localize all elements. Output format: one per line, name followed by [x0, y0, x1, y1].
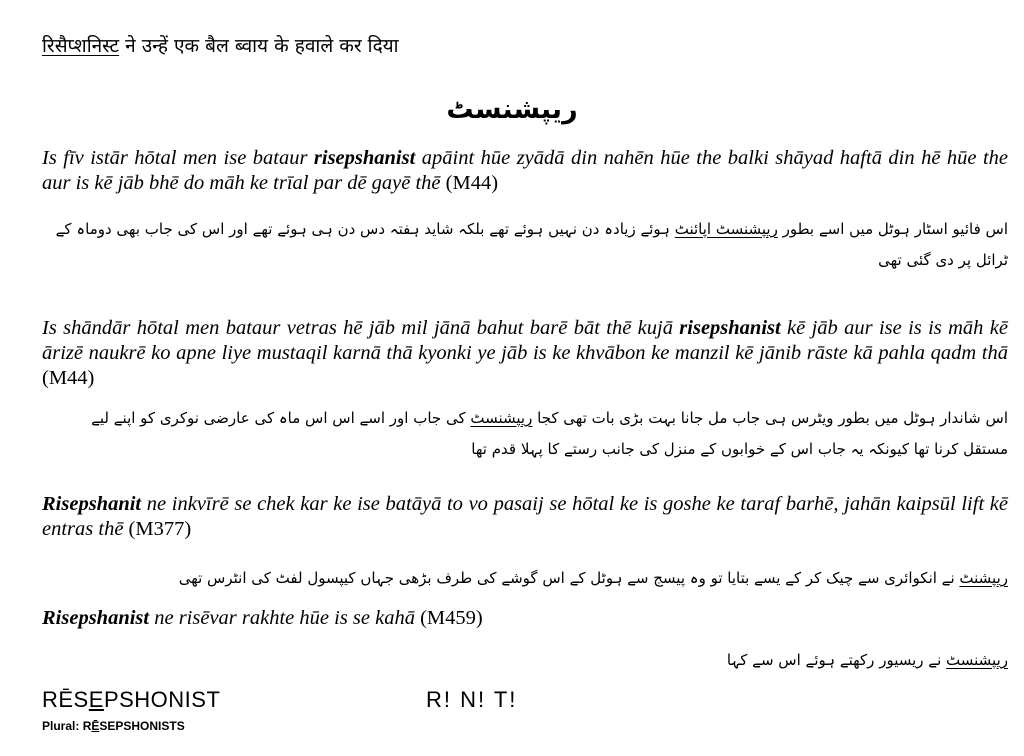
pronunciation-post: PSHONIST — [103, 687, 221, 712]
plural-pre: R — [82, 719, 92, 733]
entry-1-transliteration — [42, 146, 1008, 196]
entry-2-translit-before: Is shāndār hōtal men bataur vetras hē jāb mil jānā bahut barē bāt thē kujā — [42, 317, 680, 339]
entry-1-translit-before: Is fīv istār hōtal men ise bataur — [42, 147, 314, 169]
urdu-headword: ریپشنسٹ — [446, 94, 578, 125]
pronunciation-stressed: E — [88, 687, 104, 712]
entry-2-translit-after: kē jāb aur ise is is māh kē ārizē naukrē ko apne liye mustaqil karnā thā kyonki ye jāb is ke khvābon ke manzil kē jānib rāste kā pahla qadm thā — [42, 317, 1008, 364]
entry-2-urdu-after: کی جاب اور اسے اس اس ماہ کی عارضی نوکری کو اپنے لیے مستقل کرنا تھا کیونکہ یہ جاب اس کے خوابوں کے منزل کی جانب رستے کا پہلا قدم تھا — [91, 409, 1008, 458]
entry-1-urdu — [42, 214, 1008, 276]
hindi-headword: रिसैप्शनिस्ट — [42, 35, 120, 57]
entry-3-urdu-keyword: ریپشنٹ — [959, 569, 1008, 587]
plural-post: SEPSHONISTS — [99, 719, 185, 733]
entry-4-transliteration — [42, 606, 1008, 631]
entry-1-urdu-keyword: ریپشنسٹ اپائنٹ — [674, 220, 778, 238]
entry-2-urdu — [42, 403, 1008, 465]
entry-2-urdu-before: اس شاندار ہوٹل میں بطور ویٹرس ہی جاب مل جانا بہت بڑی بات تھی کجا — [532, 409, 1008, 427]
hindi-sentence — [42, 34, 399, 58]
entry-3-keyword: Risepshanit — [42, 493, 142, 515]
entry-4-urdu-after: نے ریسیور رکھتے ہوئے اس سے کہا — [726, 651, 947, 669]
entry-4-urdu-keyword: ریپشنسٹ — [946, 651, 1008, 669]
entry-2-reference: (M44) — [42, 367, 95, 389]
entry-3-translit-after: ne inkvīrē se chek kar ke ise batāyā to vo pasaij se hōtal ke is goshe ke taraf barhē, jahān kaipsūl lift kē entras thē — [42, 493, 1008, 540]
entry-1-keyword: risepshanist — [313, 147, 416, 169]
entry-2-keyword: risepshanist — [679, 317, 781, 339]
entry-3-urdu — [42, 563, 1008, 594]
stress-code: R! N! T! — [426, 687, 518, 712]
entry-3-transliteration — [42, 492, 1008, 542]
plural-form — [42, 719, 185, 733]
entry-2-urdu-keyword: ریپشنسٹ — [470, 409, 533, 427]
entry-1-urdu-before: اس فائیو اسٹار ہوٹل میں اسے بطور — [777, 220, 1008, 238]
pronunciation-word — [42, 688, 220, 712]
pronunciation-pre: RĒS — [42, 687, 89, 712]
plural-stressed: Ē — [91, 719, 100, 733]
entry-2-transliteration — [42, 316, 1008, 391]
entry-4-translit-after: ne risēvar rakhte hūe is se kahā — [149, 607, 415, 629]
plural-label: Plural: — [42, 719, 83, 733]
entry-3-reference: (M377) — [128, 518, 192, 540]
entry-4-urdu — [42, 645, 1008, 676]
entry-1-reference: (M44) — [445, 172, 499, 194]
entry-1-urdu-after: ہوئے زیادہ دن نہیں ہوئے تھے بلکہ شاید ہفتہ دس دن ہی ہوئے تھے اور اس کی جاب بھی دوماہ کے ٹرائل پر دی گئی تھی — [55, 220, 1008, 269]
entry-4-keyword: Risepshanist — [42, 607, 150, 629]
entry-4-reference: (M459) — [420, 607, 483, 629]
hindi-sentence-rest: ने उन्हें एक बैल ब्वाय के हवाले कर दिया — [119, 35, 399, 57]
entry-1-translit-after: apāint hūe zyādā din nahēn hūe the balki shāyad haftā din hē hūe the aur is kē jāb bhē do māh ke trīal par dē gayē thē — [42, 147, 1008, 194]
entry-3-urdu-after: نے انکوائری سے چیک کر کے یسے بتایا تو وہ پیسج سے ہوٹل کے اس گوشے کی طرف بڑھی جہاں کیپسول لفٹ کی انٹرس تھی — [178, 569, 960, 587]
